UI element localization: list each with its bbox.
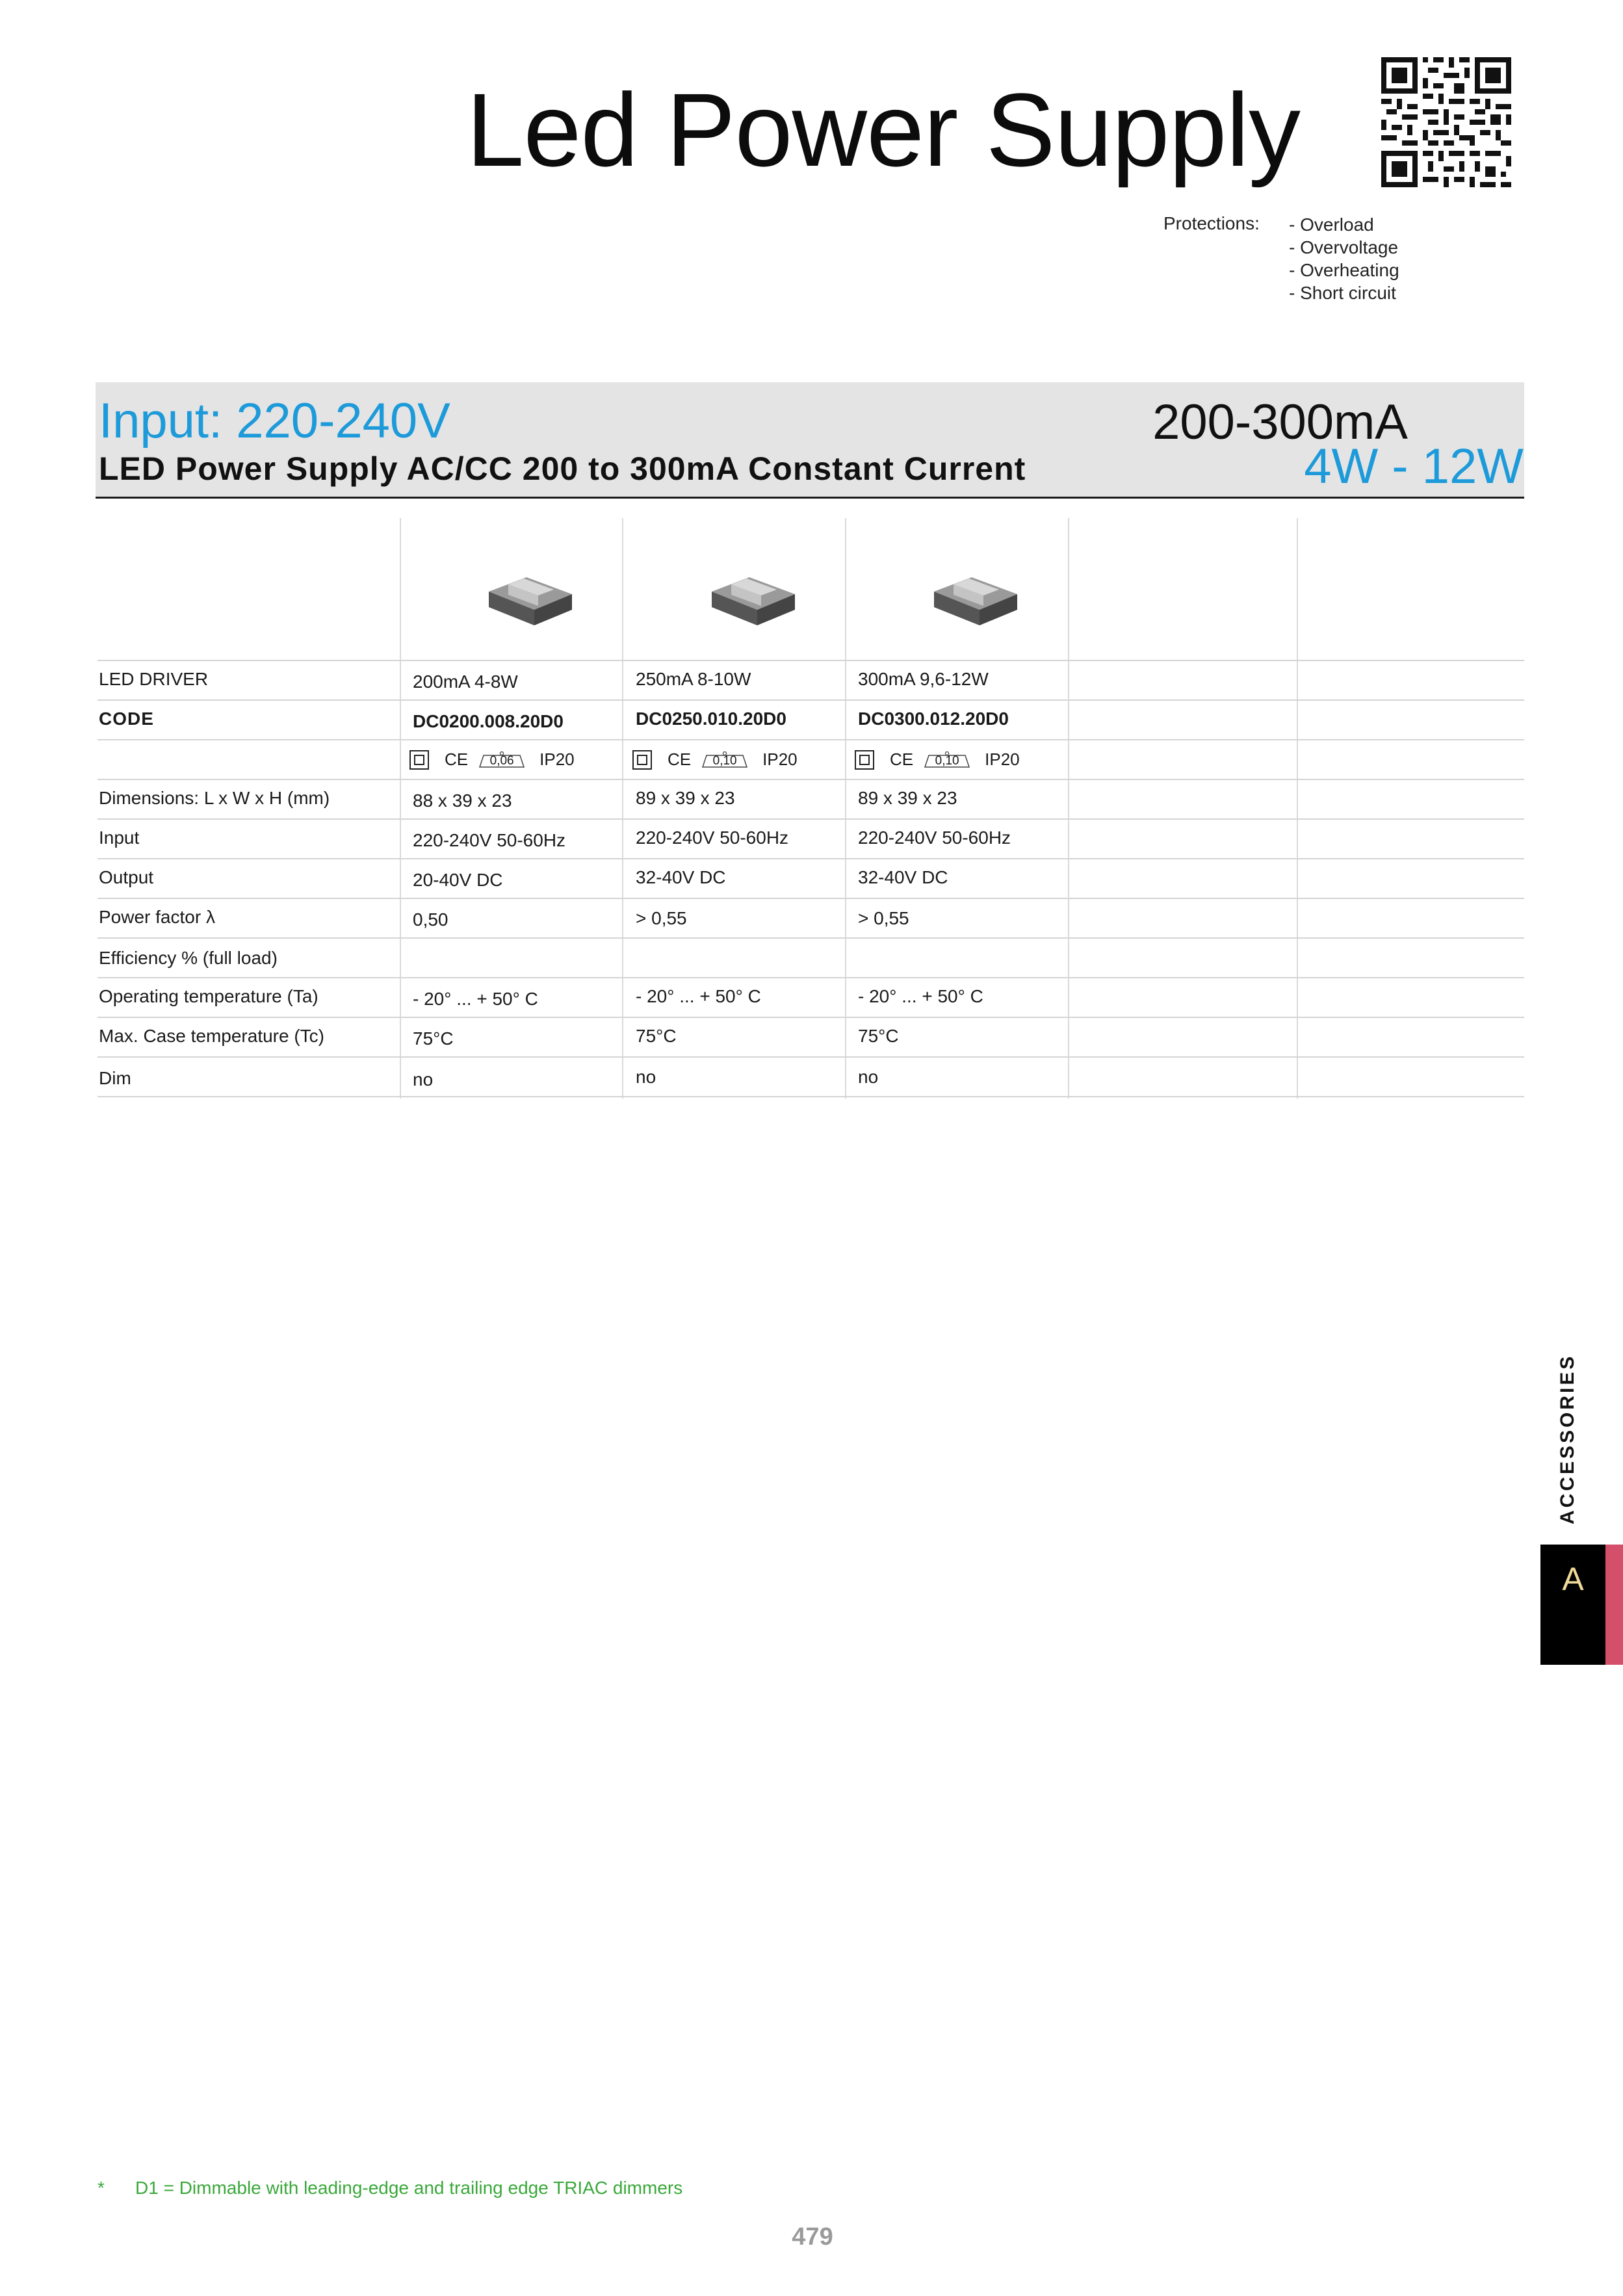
row-label: Dimensions: L x W x H (mm) bbox=[99, 788, 330, 808]
footnote-text: D1 = Dimmable with leading-edge and trailing edge TRIAC dimmers bbox=[135, 2178, 683, 2198]
table-row bbox=[97, 780, 1524, 820]
table-cell: - 20° ... + 50° C bbox=[413, 989, 538, 1009]
table-cell: no bbox=[413, 1069, 434, 1089]
product-subtitle: LED Power Supply AC/CC 200 to 300mA Constant Current bbox=[99, 450, 1026, 487]
weight-tag-icon bbox=[478, 751, 525, 768]
table-cell: 250mA 8-10W bbox=[636, 669, 751, 689]
table-cell: 220-240V 50-60Hz bbox=[858, 828, 1011, 848]
table-cell: 32-40V DC bbox=[636, 867, 726, 887]
row-label: Power factor λ bbox=[99, 907, 215, 927]
ip-rating: IP20 bbox=[985, 750, 1020, 769]
protection-item: - Short circuit bbox=[1289, 283, 1396, 303]
page-title: Led Power Supply bbox=[466, 72, 1300, 188]
table-row bbox=[97, 701, 1524, 740]
ip-rating: IP20 bbox=[762, 750, 798, 769]
table-row bbox=[97, 1018, 1524, 1058]
current-range: 200-300mA bbox=[1152, 395, 1408, 450]
double-insulation-icon bbox=[632, 750, 652, 770]
certification-group bbox=[855, 750, 1020, 770]
table-cell: 32-40V DC bbox=[858, 867, 948, 887]
protections-list bbox=[1289, 213, 1399, 304]
table-cell: no bbox=[858, 1067, 879, 1087]
weight-tag-value: 0,10 bbox=[935, 753, 959, 768]
table-cell: 75°C bbox=[858, 1026, 899, 1046]
certification-group bbox=[409, 750, 575, 770]
certification-group bbox=[632, 750, 798, 770]
table-cell: 75°C bbox=[413, 1028, 454, 1049]
table-cell: no bbox=[636, 1067, 656, 1087]
input-voltage-heading: Input: 220-240V bbox=[99, 393, 450, 449]
table-row bbox=[97, 939, 1524, 978]
table-row bbox=[97, 859, 1524, 899]
double-insulation-icon bbox=[409, 750, 429, 770]
table-row bbox=[97, 820, 1524, 859]
protection-item: - Overvoltage bbox=[1289, 237, 1399, 257]
footnote-marker: * bbox=[97, 2178, 105, 2198]
weight-tag-icon bbox=[924, 751, 970, 768]
row-label: LED DRIVER bbox=[99, 669, 209, 689]
protections-label: Protections: bbox=[1163, 213, 1260, 233]
table-row-header-images bbox=[97, 518, 1524, 661]
wattage-range: 4W - 12W bbox=[1304, 439, 1524, 494]
section-tab-letter: A bbox=[1562, 1561, 1584, 1597]
table-row bbox=[97, 1058, 1524, 1097]
table-cell: 20-40V DC bbox=[413, 870, 503, 890]
weight-tag-value: 0,10 bbox=[712, 753, 737, 768]
row-label: Output bbox=[99, 867, 154, 887]
table-cell: 220-240V 50-60Hz bbox=[636, 828, 789, 848]
row-label: Max. Case temperature (Tc) bbox=[99, 1026, 324, 1046]
table-cell: 75°C bbox=[636, 1026, 677, 1046]
row-label: Input bbox=[99, 828, 140, 848]
table-row bbox=[97, 661, 1524, 701]
table-cell: 88 x 39 x 23 bbox=[413, 790, 512, 811]
ce-mark: CE bbox=[668, 750, 692, 769]
table-cell: 200mA 4-8W bbox=[413, 672, 518, 692]
table-cell: 300mA 9,6-12W bbox=[858, 669, 989, 689]
row-label: CODE bbox=[99, 709, 154, 729]
product-code: DC0250.010.20D0 bbox=[636, 709, 786, 729]
weight-tag-icon bbox=[701, 751, 748, 768]
table-row bbox=[97, 899, 1524, 939]
protection-item: - Overload bbox=[1289, 215, 1374, 235]
product-code: DC0300.012.20D0 bbox=[858, 709, 1009, 729]
table-row-certifications bbox=[97, 740, 1524, 780]
table-cell: 220-240V 50-60Hz bbox=[413, 830, 566, 850]
page-number: 479 bbox=[792, 2223, 833, 2250]
product-code: DC0200.008.20D0 bbox=[413, 711, 564, 731]
table-cell: - 20° ... + 50° C bbox=[858, 986, 983, 1006]
ip-rating: IP20 bbox=[539, 750, 575, 769]
table-cell: > 0,55 bbox=[858, 908, 909, 928]
footnote bbox=[97, 2178, 682, 2198]
qr-code-icon bbox=[1381, 57, 1511, 187]
table-cell: 0,50 bbox=[413, 909, 448, 930]
table-cell: > 0,55 bbox=[636, 908, 687, 928]
table-cell: - 20° ... + 50° C bbox=[636, 986, 761, 1006]
row-label: Operating temperature (Ta) bbox=[99, 986, 318, 1006]
double-insulation-icon bbox=[855, 750, 874, 770]
table-cell: 89 x 39 x 23 bbox=[636, 788, 735, 808]
row-label: Dim bbox=[99, 1068, 131, 1088]
section-tab-accent bbox=[1605, 1545, 1623, 1665]
ce-mark: CE bbox=[445, 750, 469, 769]
table-cell: 89 x 39 x 23 bbox=[858, 788, 957, 808]
weight-tag-value: 0,06 bbox=[489, 753, 514, 768]
ce-mark: CE bbox=[890, 750, 914, 769]
table-row bbox=[97, 978, 1524, 1018]
protection-item: - Overheating bbox=[1289, 260, 1399, 280]
section-label: ACCESSORIES bbox=[1557, 1353, 1578, 1524]
row-label: Efficiency % (full load) bbox=[99, 948, 278, 968]
banner-divider bbox=[96, 497, 1524, 499]
